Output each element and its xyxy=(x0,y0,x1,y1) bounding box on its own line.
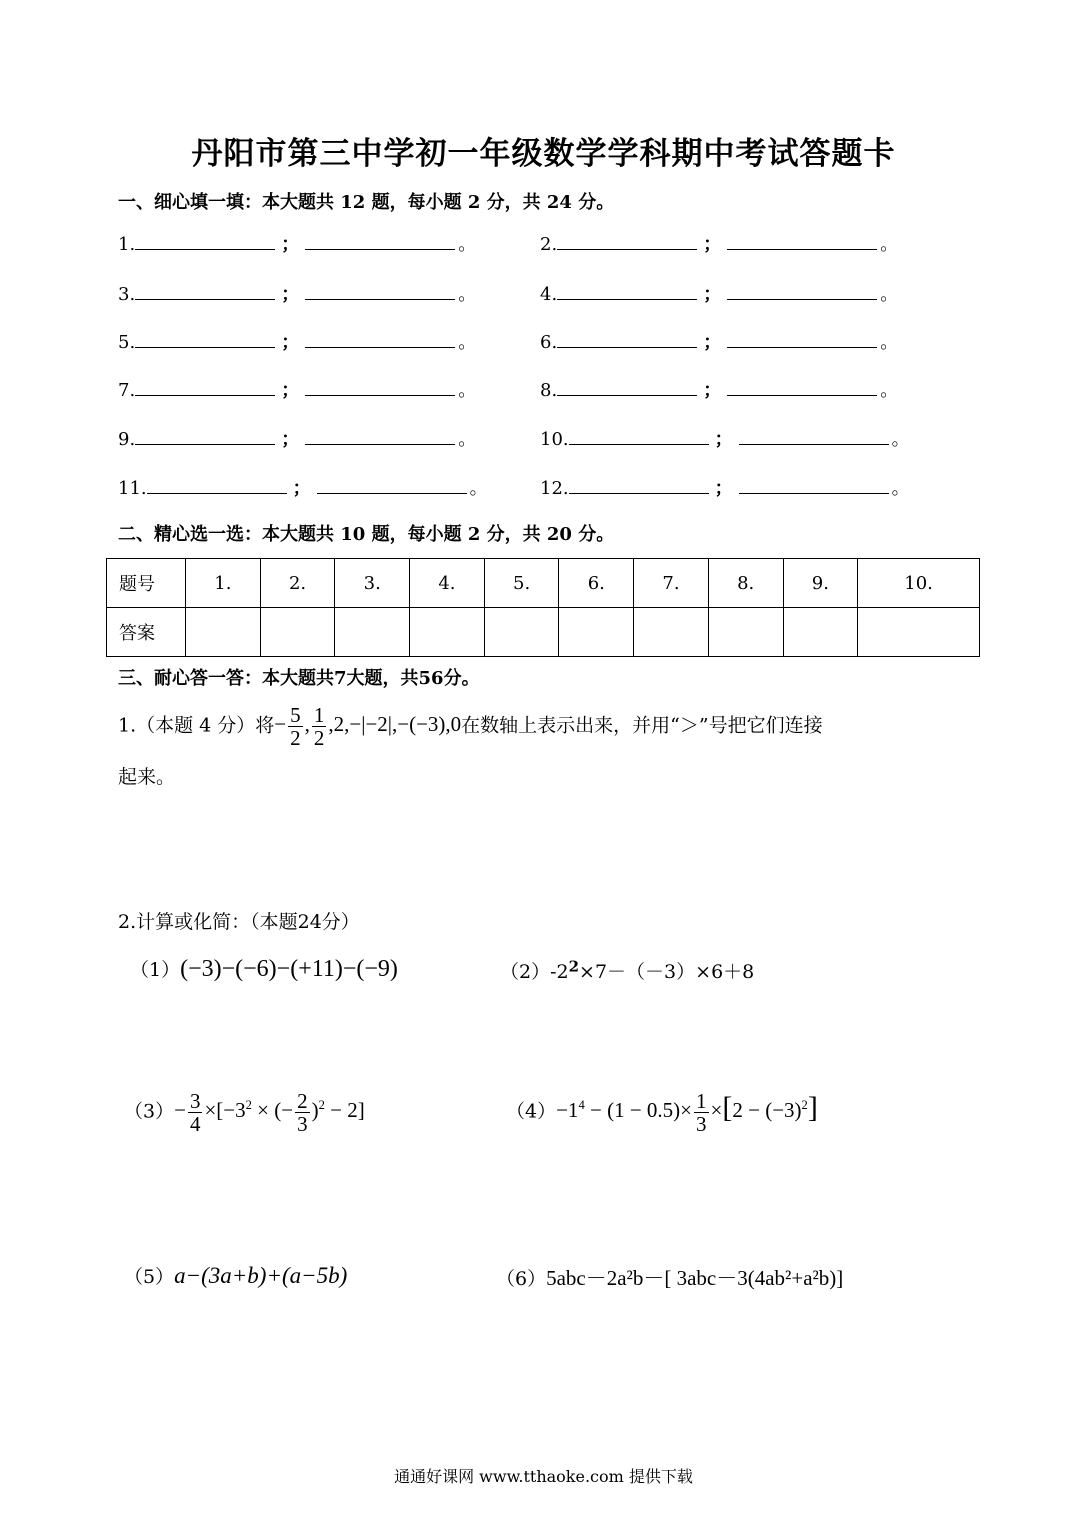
answer-blank[interactable] xyxy=(739,426,889,445)
answer-blank[interactable] xyxy=(727,231,877,250)
answer-blank[interactable] xyxy=(727,377,877,396)
row-label-number: 题号 xyxy=(107,559,186,608)
blank-item xyxy=(118,425,476,455)
answer-table xyxy=(106,558,980,657)
question-number-cell: 3. xyxy=(335,559,410,608)
answer-cell[interactable] xyxy=(484,608,559,657)
question-number-cell: 6. xyxy=(559,559,634,608)
question-1-line2: 起来。 xyxy=(118,766,176,788)
blank-item xyxy=(540,328,898,358)
answer-blank[interactable] xyxy=(135,426,275,445)
answer-blank[interactable] xyxy=(305,281,455,300)
section-2-heading: 二、精心选一选：本大题共 10 题，每小题 2 分，共 20 分。 xyxy=(118,524,615,545)
blank-end-mark: 。 xyxy=(458,284,477,305)
answer-blank[interactable] xyxy=(557,329,697,348)
answer-blank[interactable] xyxy=(305,426,455,445)
answer-cell[interactable] xyxy=(335,608,410,657)
blank-end-mark: 。 xyxy=(880,332,899,353)
blank-separator: ； xyxy=(281,332,300,353)
part-4-expression: $-1^4 - (1 - 0.5)\times$ $\frac{1}{3}$ $\times[2 - (-3)^2]$ xyxy=(556,1089,818,1137)
blank-number: 3. xyxy=(118,284,136,305)
blank-end-mark: 。 xyxy=(458,234,477,255)
answer-cell[interactable] xyxy=(634,608,709,657)
answer-blank[interactable] xyxy=(135,281,275,300)
fraction-1-3: $\frac{1}{3}$ xyxy=(696,1089,707,1137)
blank-number: 7. xyxy=(118,380,136,401)
footer-text: 通通好课网 www.tthaoke.com 提供下载 xyxy=(394,1467,693,1486)
blank-item xyxy=(540,425,910,455)
blank-number: 11. xyxy=(118,478,147,499)
blank-item xyxy=(118,230,476,260)
blank-item xyxy=(118,474,488,504)
answer-blank[interactable] xyxy=(147,475,287,494)
blank-number: 1. xyxy=(118,234,136,255)
fraction-3-4: $\frac{3}{4}$ xyxy=(189,1089,201,1137)
blank-separator: ； xyxy=(714,429,733,450)
blank-separator: ； xyxy=(281,380,300,401)
question-1-numbers: − $\frac{5}{2}$ , $\frac{1}{2}$ ,2,−|−2|,−(−3),0 xyxy=(274,703,462,751)
answer-cell[interactable] xyxy=(260,608,335,657)
fraction-1-2: $\frac{1}{2}$ xyxy=(313,703,325,751)
answer-blank[interactable] xyxy=(135,231,275,250)
part-6-expression: 5abc－2a²b－[ 3abc－3(4ab²+a²b)] xyxy=(546,1266,844,1290)
blank-end-mark: 。 xyxy=(880,234,899,255)
blank-separator: ； xyxy=(703,332,722,353)
answer-blank[interactable] xyxy=(557,281,697,300)
question-1-prefix: 1.（本题 4 分）将 xyxy=(118,714,275,737)
part-3 xyxy=(124,1090,365,1135)
part-1 xyxy=(130,955,398,983)
question-number-cell: 2. xyxy=(260,559,335,608)
part-2-expression-b: ×7－（－3）×6＋8 xyxy=(579,961,755,983)
table-row xyxy=(107,608,980,657)
part-2-exponent: 2 xyxy=(568,957,580,976)
blank-item xyxy=(540,230,898,260)
blank-end-mark: 。 xyxy=(458,429,477,450)
blank-separator: ； xyxy=(703,380,722,401)
blank-item xyxy=(540,376,898,406)
answer-cell[interactable] xyxy=(186,608,261,657)
blank-number: 12. xyxy=(540,478,569,499)
blank-number: 6. xyxy=(540,332,558,353)
question-number-cell: 9. xyxy=(783,559,858,608)
blank-number: 2. xyxy=(540,234,558,255)
blank-item xyxy=(118,280,476,310)
section-3-heading: 三、耐心答一答：本大题共7大题，共56分。 xyxy=(118,668,480,689)
part-4 xyxy=(506,1090,818,1135)
blank-separator: ； xyxy=(714,478,733,499)
answer-blank[interactable] xyxy=(317,475,467,494)
question-number-cell: 4. xyxy=(410,559,485,608)
question-number-cell: 1. xyxy=(186,559,261,608)
blank-end-mark: 。 xyxy=(891,429,910,450)
blank-number: 4. xyxy=(540,284,558,305)
answer-blank[interactable] xyxy=(305,377,455,396)
blank-end-mark: 。 xyxy=(880,284,899,305)
part-6-label: （6） xyxy=(496,1268,547,1290)
fraction-5-2: $\frac{5}{2}$ xyxy=(290,703,301,751)
question-number-cell: 5. xyxy=(484,559,559,608)
table-row xyxy=(107,559,980,608)
part-2-label: （2） xyxy=(500,961,551,983)
answer-blank[interactable] xyxy=(557,377,697,396)
blank-separator: ； xyxy=(703,234,722,255)
question-number-cell: 10. xyxy=(858,559,980,608)
blank-separator: ； xyxy=(703,284,722,305)
part-2-expression-a: -2 xyxy=(550,961,569,983)
part-3-expression: − $\frac{3}{4}$ $\times[-3^2$ × (− $\frac{2}{3}$ )$^2$ − 2] xyxy=(174,1089,365,1137)
answer-blank[interactable] xyxy=(727,329,877,348)
blank-end-mark: 。 xyxy=(880,380,899,401)
question-number-cell: 8. xyxy=(708,559,783,608)
blank-number: 10. xyxy=(540,429,569,450)
fraction-2-3: $\frac{2}{3}$ xyxy=(297,1089,308,1137)
blank-separator: ； xyxy=(292,478,311,499)
answer-blank[interactable] xyxy=(305,329,455,348)
answer-cell[interactable] xyxy=(410,608,485,657)
part-2 xyxy=(500,957,754,984)
answer-blank[interactable] xyxy=(727,281,877,300)
part-5-expression: a−(3a+b)+(a−5b) xyxy=(174,1263,348,1288)
answer-blank[interactable] xyxy=(557,231,697,250)
part-6 xyxy=(496,1262,843,1292)
blank-separator: ； xyxy=(281,429,300,450)
row-label-answer: 答案 xyxy=(107,608,186,657)
part-1-expression: (−3)−(−6)−(+11)−(−9) xyxy=(180,956,398,982)
blank-end-mark: 。 xyxy=(891,478,910,499)
blank-item xyxy=(540,474,910,504)
part-1-label: （1） xyxy=(130,959,181,981)
answer-blank[interactable] xyxy=(569,475,709,494)
part-5-label: （5） xyxy=(124,1266,175,1288)
part-3-label: （3） xyxy=(124,1100,175,1123)
blank-separator: ； xyxy=(281,234,300,255)
answer-cell[interactable] xyxy=(858,608,980,657)
answer-cell[interactable] xyxy=(559,608,634,657)
blank-number: 5. xyxy=(118,332,136,353)
answer-blank[interactable] xyxy=(135,329,275,348)
question-number-cell: 7. xyxy=(634,559,709,608)
page-title: 丹阳市第三中学初一年级数学学科期中考试答题卡 xyxy=(191,136,896,172)
blank-end-mark: 。 xyxy=(458,380,477,401)
blank-end-mark: 。 xyxy=(458,332,477,353)
blank-number: 9. xyxy=(118,429,136,450)
blank-end-mark: 。 xyxy=(469,478,488,499)
answer-cell[interactable] xyxy=(708,608,783,657)
answer-blank[interactable] xyxy=(739,475,889,494)
answer-blank[interactable] xyxy=(135,377,275,396)
blank-item xyxy=(540,280,898,310)
blank-separator: ； xyxy=(281,284,300,305)
blank-item xyxy=(118,376,476,406)
question-1-numbers-tail: ,2,−|−2|,−(−3),0 xyxy=(328,712,462,737)
part-5 xyxy=(124,1262,347,1289)
answer-cell[interactable] xyxy=(783,608,858,657)
answer-blank[interactable] xyxy=(569,426,709,445)
question-1-suffix: 在数轴上表示出来，并用“＞”号把它们连接 xyxy=(461,714,823,737)
section-1-heading: 一、细心填一填：本大题共 12 题，每小题 2 分，共 24 分。 xyxy=(118,192,615,213)
part-4-label: （4） xyxy=(506,1100,557,1123)
blank-number: 8. xyxy=(540,380,558,401)
question-1 xyxy=(118,704,823,749)
answer-blank[interactable] xyxy=(305,231,455,250)
blank-item xyxy=(118,328,476,358)
question-2-heading: 2.计算或化简：（本题24分） xyxy=(118,911,360,933)
